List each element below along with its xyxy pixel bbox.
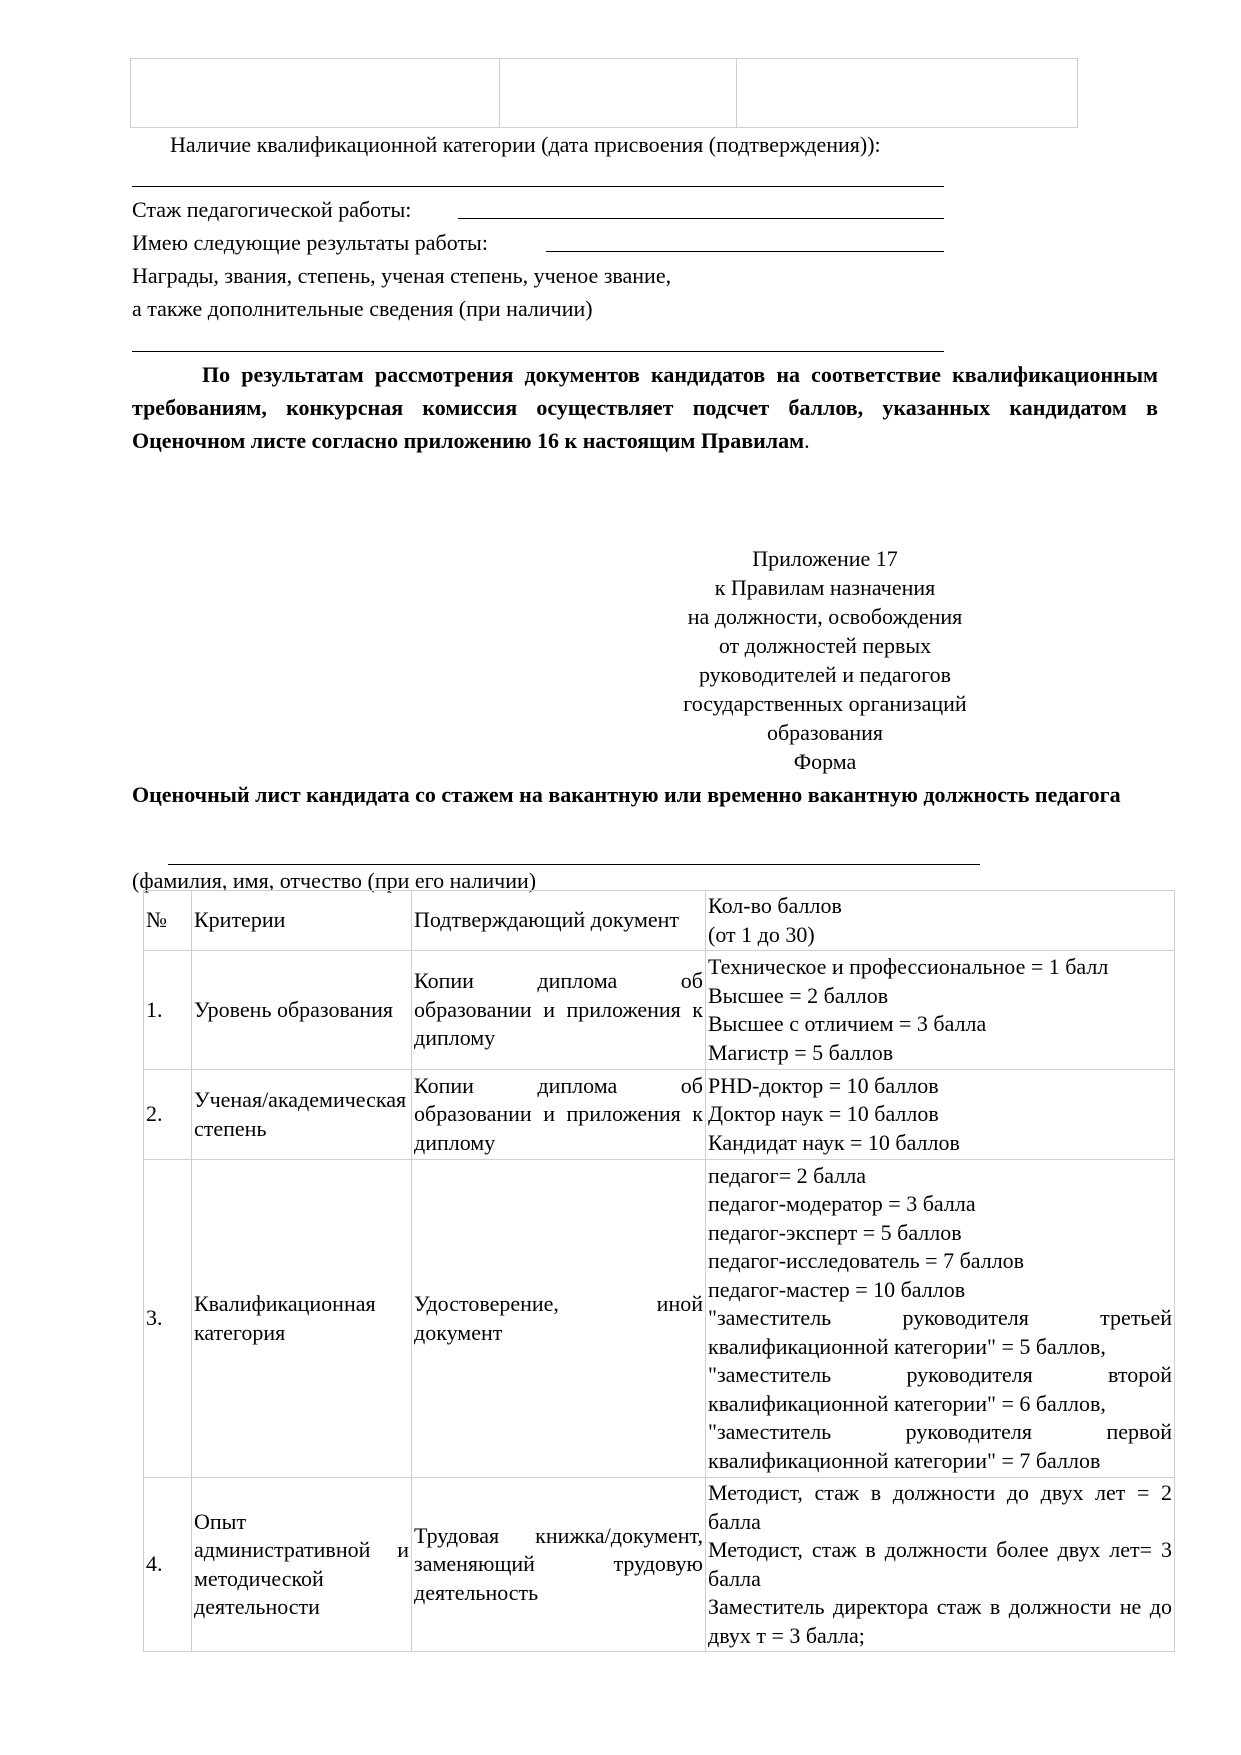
fill-in-line: [546, 251, 944, 252]
form-label: Форма: [793, 749, 857, 774]
points-line: Кандидат наук = 10 баллов: [708, 1129, 960, 1155]
teaching-experience-label: Стаж педагогической работы:: [132, 197, 412, 222]
fill-in-line: [132, 186, 944, 187]
header-points-line: (от 1 до 30): [708, 921, 815, 947]
row-criteria: Уровень образования: [192, 951, 412, 1070]
awards-label-line2: а также дополнительные сведения (при наличии): [132, 296, 593, 321]
table-row: [144, 1070, 1175, 1160]
appendix-header: [620, 544, 1030, 776]
points-line: Методист, стаж в должности до двух лет = 2 балла: [708, 1480, 1172, 1534]
points-line: Высшее = 2 баллов: [708, 982, 889, 1008]
qualification-category-label: Наличие квалификационной категории (дата присвоения (подтверждения)):: [170, 132, 881, 157]
commission-notice: [132, 358, 1158, 457]
row-document: Копии диплома об образовании и приложения к диплому: [412, 1070, 706, 1160]
points-line: педагог= 2 балла: [708, 1162, 866, 1188]
appendix-line: государственных организаций: [683, 691, 967, 716]
points-line: "заместитель руководителя первой квалификационной категории" = 7 баллов: [708, 1419, 1172, 1473]
row-num: 3.: [144, 1160, 192, 1478]
row-num: 4.: [144, 1478, 192, 1652]
row-num: 1.: [144, 951, 192, 1070]
row-points: [706, 1160, 1175, 1478]
row-num: 2.: [144, 1070, 192, 1160]
appendix-line: на должности, освобождения: [687, 604, 963, 629]
table-row: [144, 1160, 1175, 1478]
row-points: [706, 1478, 1175, 1652]
points-line: Техническое и профессиональное = 1 балл: [708, 954, 1109, 979]
fill-in-line: [132, 351, 944, 352]
table-row: [144, 1478, 1175, 1652]
points-line: педагог-модератор = 3 балла: [708, 1191, 976, 1217]
appendix-line: от должностей первых: [718, 633, 932, 658]
row-criteria: Квалификационная категория: [192, 1160, 412, 1478]
table-cell: [131, 59, 500, 128]
appendix-line: образования: [766, 720, 884, 745]
points-line: Заместитель директора стаж в должности не до двух т = 3 балла;: [708, 1594, 1172, 1648]
notice-text: По результатам рассмотрения документов кандидатов на соответствие квалификационным требованиям, конкурсная комиссия осуществляет подсчет баллов, указанных кандидатом в Оценочном листе согласно приложению 16 к настоящим Правилам: [132, 362, 1158, 453]
points-line: Доктор наук = 10 баллов: [708, 1101, 939, 1127]
points-line: Магистр = 5 баллов: [708, 1039, 894, 1065]
header-criteria: Критерии: [192, 891, 412, 951]
table-cell: [500, 59, 737, 128]
header-document: Подтверждающий документ: [412, 891, 706, 951]
row-criteria: Опыт административной и методической деятельности: [192, 1478, 412, 1652]
table-row: [144, 951, 1175, 1070]
header-num: №: [144, 891, 192, 951]
form-title: Оценочный лист кандидата со стажем на вакантную или временно вакантную должность педагога: [132, 782, 1121, 807]
header-points-line: Кол-во баллов: [708, 893, 842, 918]
points-line: педагог-эксперт = 5 баллов: [708, 1219, 962, 1245]
fio-caption: (фамилия, имя, отчество (при его наличии): [132, 868, 537, 893]
notice-period: .: [804, 428, 810, 453]
points-line: "заместитель руководителя третьей квалификационной категории" = 5 баллов,: [708, 1305, 1172, 1359]
fill-in-line: [458, 218, 944, 219]
points-line: Высшее с отличием = 3 балла: [708, 1011, 987, 1036]
row-points: [706, 1070, 1175, 1160]
points-line: Методист, стаж в должности более двух лет= 3 балла: [708, 1537, 1172, 1591]
row-points: [706, 951, 1175, 1070]
table-cell: [737, 59, 1078, 128]
row-document: Удостоверение, иной документ: [412, 1160, 706, 1478]
continued-table-fragment: [130, 58, 1078, 128]
points-line: педагог-исследователь = 7 баллов: [708, 1248, 1025, 1274]
table-header-row: [144, 891, 1175, 951]
points-line: PHD-доктор = 10 баллов: [708, 1072, 939, 1098]
points-line: "заместитель руководителя второй квалификационной категории" = 6 баллов,: [708, 1362, 1172, 1416]
appendix-line: Приложение 17: [752, 546, 898, 571]
points-line: педагог-мастер = 10 баллов: [708, 1276, 966, 1302]
row-document: Копии диплома об образовании и приложения к диплому: [412, 951, 706, 1070]
evaluation-table: [143, 890, 1175, 1652]
awards-label-line1: Награды, звания, степень, ученая степень, ученое звание,: [132, 263, 672, 288]
work-results-label: Имею следующие результаты работы:: [132, 230, 488, 255]
header-points: [706, 891, 1175, 951]
name-fill-in-line: [168, 864, 980, 865]
appendix-line: руководителей и педагогов: [698, 662, 952, 687]
row-document: Трудовая книжка/документ, заменяющий трудовую деятельность: [412, 1478, 706, 1652]
appendix-line: к Правилам назначения: [714, 575, 936, 600]
row-criteria: Ученая/академическая степень: [192, 1070, 412, 1160]
